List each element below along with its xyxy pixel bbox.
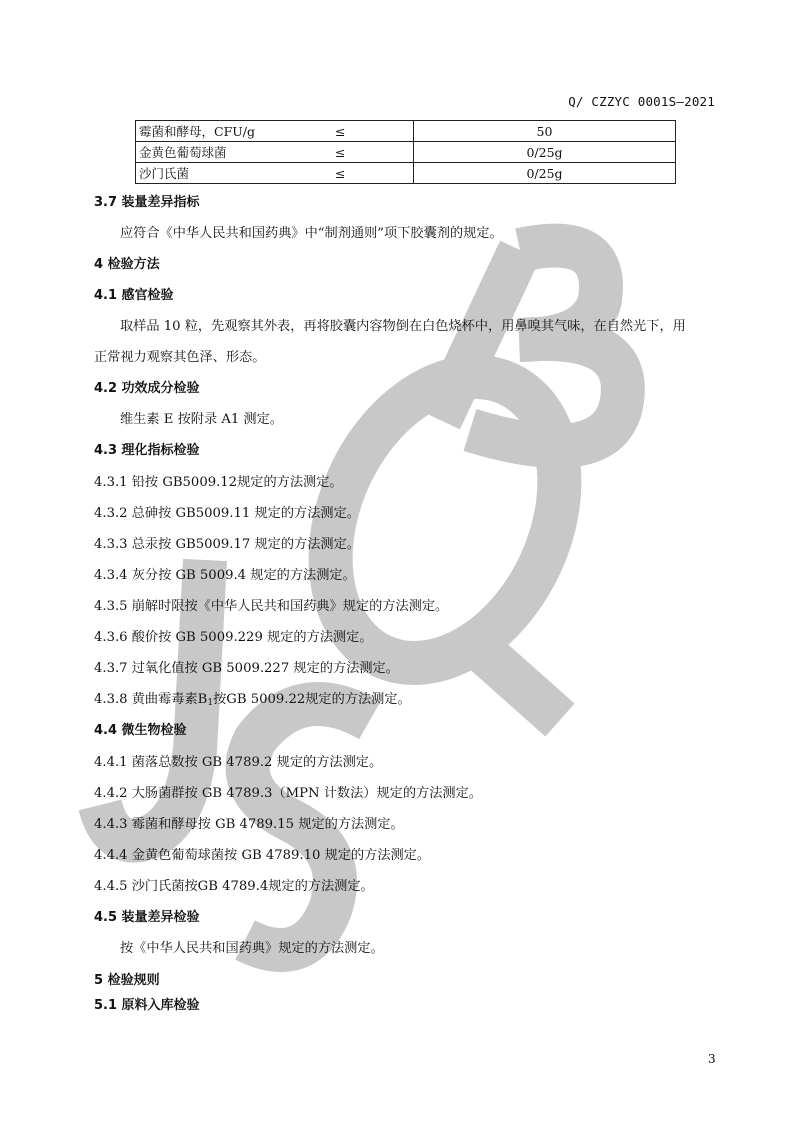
table-cell-value: 0/25g [414,163,676,184]
section-heading-4-3: 4.3 理化指标检验 [94,443,200,458]
item-4-3-1: 4.3.1 铅按 GB5009.12规定的方法测定。 [94,475,343,490]
table-cell-value: 50 [414,121,676,142]
paragraph-4-5: 按《中华人民共和国药典》规定的方法测定。 [120,941,384,956]
paragraph-4-1-line-1: 取样品 10 粒，先观察其外表，再将胶囊内容物倒在白色烧杯中，用鼻嗅其气味，在自然光下，用 [120,319,686,334]
section-heading-3-7: 3.7 装量差异指标 [94,195,200,210]
section-heading-4: 4 检验方法 [94,257,160,272]
table-cell-operator: ≤ [332,121,414,142]
section-heading-5-1: 5.1 原料入库检验 [94,998,200,1013]
table-cell-operator: ≤ [332,142,414,163]
item-4-4-1: 4.4.1 菌落总数按 GB 4789.2 规定的方法测定。 [94,755,383,770]
paragraph-3-7: 应符合《中华人民共和国药典》中“制剂通则”项下胶囊剂的规定。 [120,226,503,241]
table-cell-value: 0/25g [414,142,676,163]
table-row [136,121,676,142]
item-4-3-8-prefix: 4.3.8 黄曲霉毒素B [94,692,208,707]
item-4-3-6: 4.3.6 酸价按 GB 5009.229 规定的方法测定。 [94,630,373,645]
table-cell-operator: ≤ [332,163,414,184]
item-4-3-5: 4.3.5 崩解时限按《中华人民共和国药典》规定的方法测定。 [94,599,449,614]
item-4-3-7: 4.3.7 过氧化值按 GB 5009.227 规定的方法测定。 [94,661,399,676]
section-heading-4-5: 4.5 装量差异检验 [94,910,200,925]
section-heading-4-1: 4.1 感官检验 [94,288,174,303]
item-4-4-5: 4.4.5 沙门氏菌按GB 4789.4规定的方法测定。 [94,879,374,894]
item-4-3-8-suffix: 按GB 5009.22规定的方法测定。 [213,692,411,707]
item-4-3-4: 4.3.4 灰分按 GB 5009.4 规定的方法测定。 [94,568,356,583]
microbial-limits-table [135,120,676,184]
item-4-3-2: 4.3.2 总砷按 GB5009.11 规定的方法测定。 [94,506,360,521]
item-4-3-8 [94,692,411,711]
section-heading-5: 5 检验规则 [94,973,160,988]
table-cell-item: 金黄色葡萄球菌 [136,142,333,163]
table-row [136,142,676,163]
section-heading-4-4: 4.4 微生物检验 [94,723,187,738]
item-4-3-3: 4.3.3 总汞按 GB5009.17 规定的方法测定。 [94,537,360,552]
item-4-4-3: 4.4.3 霉菌和酵母按 GB 4789.15 规定的方法测定。 [94,817,404,832]
subscript: 1 [207,698,214,708]
paragraph-4-1-line-2: 正常视力观察其色泽、形态。 [94,350,266,365]
table-row [136,163,676,184]
document-code: Q/ CZZYC 0001S—2021 [568,94,715,109]
page-number: 3 [708,1052,716,1066]
section-heading-4-2: 4.2 功效成分检验 [94,381,200,396]
table-cell-item: 霉菌和酵母，CFU/g [136,121,333,142]
table-cell-item: 沙门氏菌 [136,163,333,184]
item-4-4-2: 4.4.2 大肠菌群按 GB 4789.3（MPN 计数法）规定的方法测定。 [94,786,482,801]
item-4-4-4: 4.4.4 金黄色葡萄球菌按 GB 4789.10 规定的方法测定。 [94,848,431,863]
paragraph-4-2: 维生素 E 按附录 A1 测定。 [120,412,283,427]
